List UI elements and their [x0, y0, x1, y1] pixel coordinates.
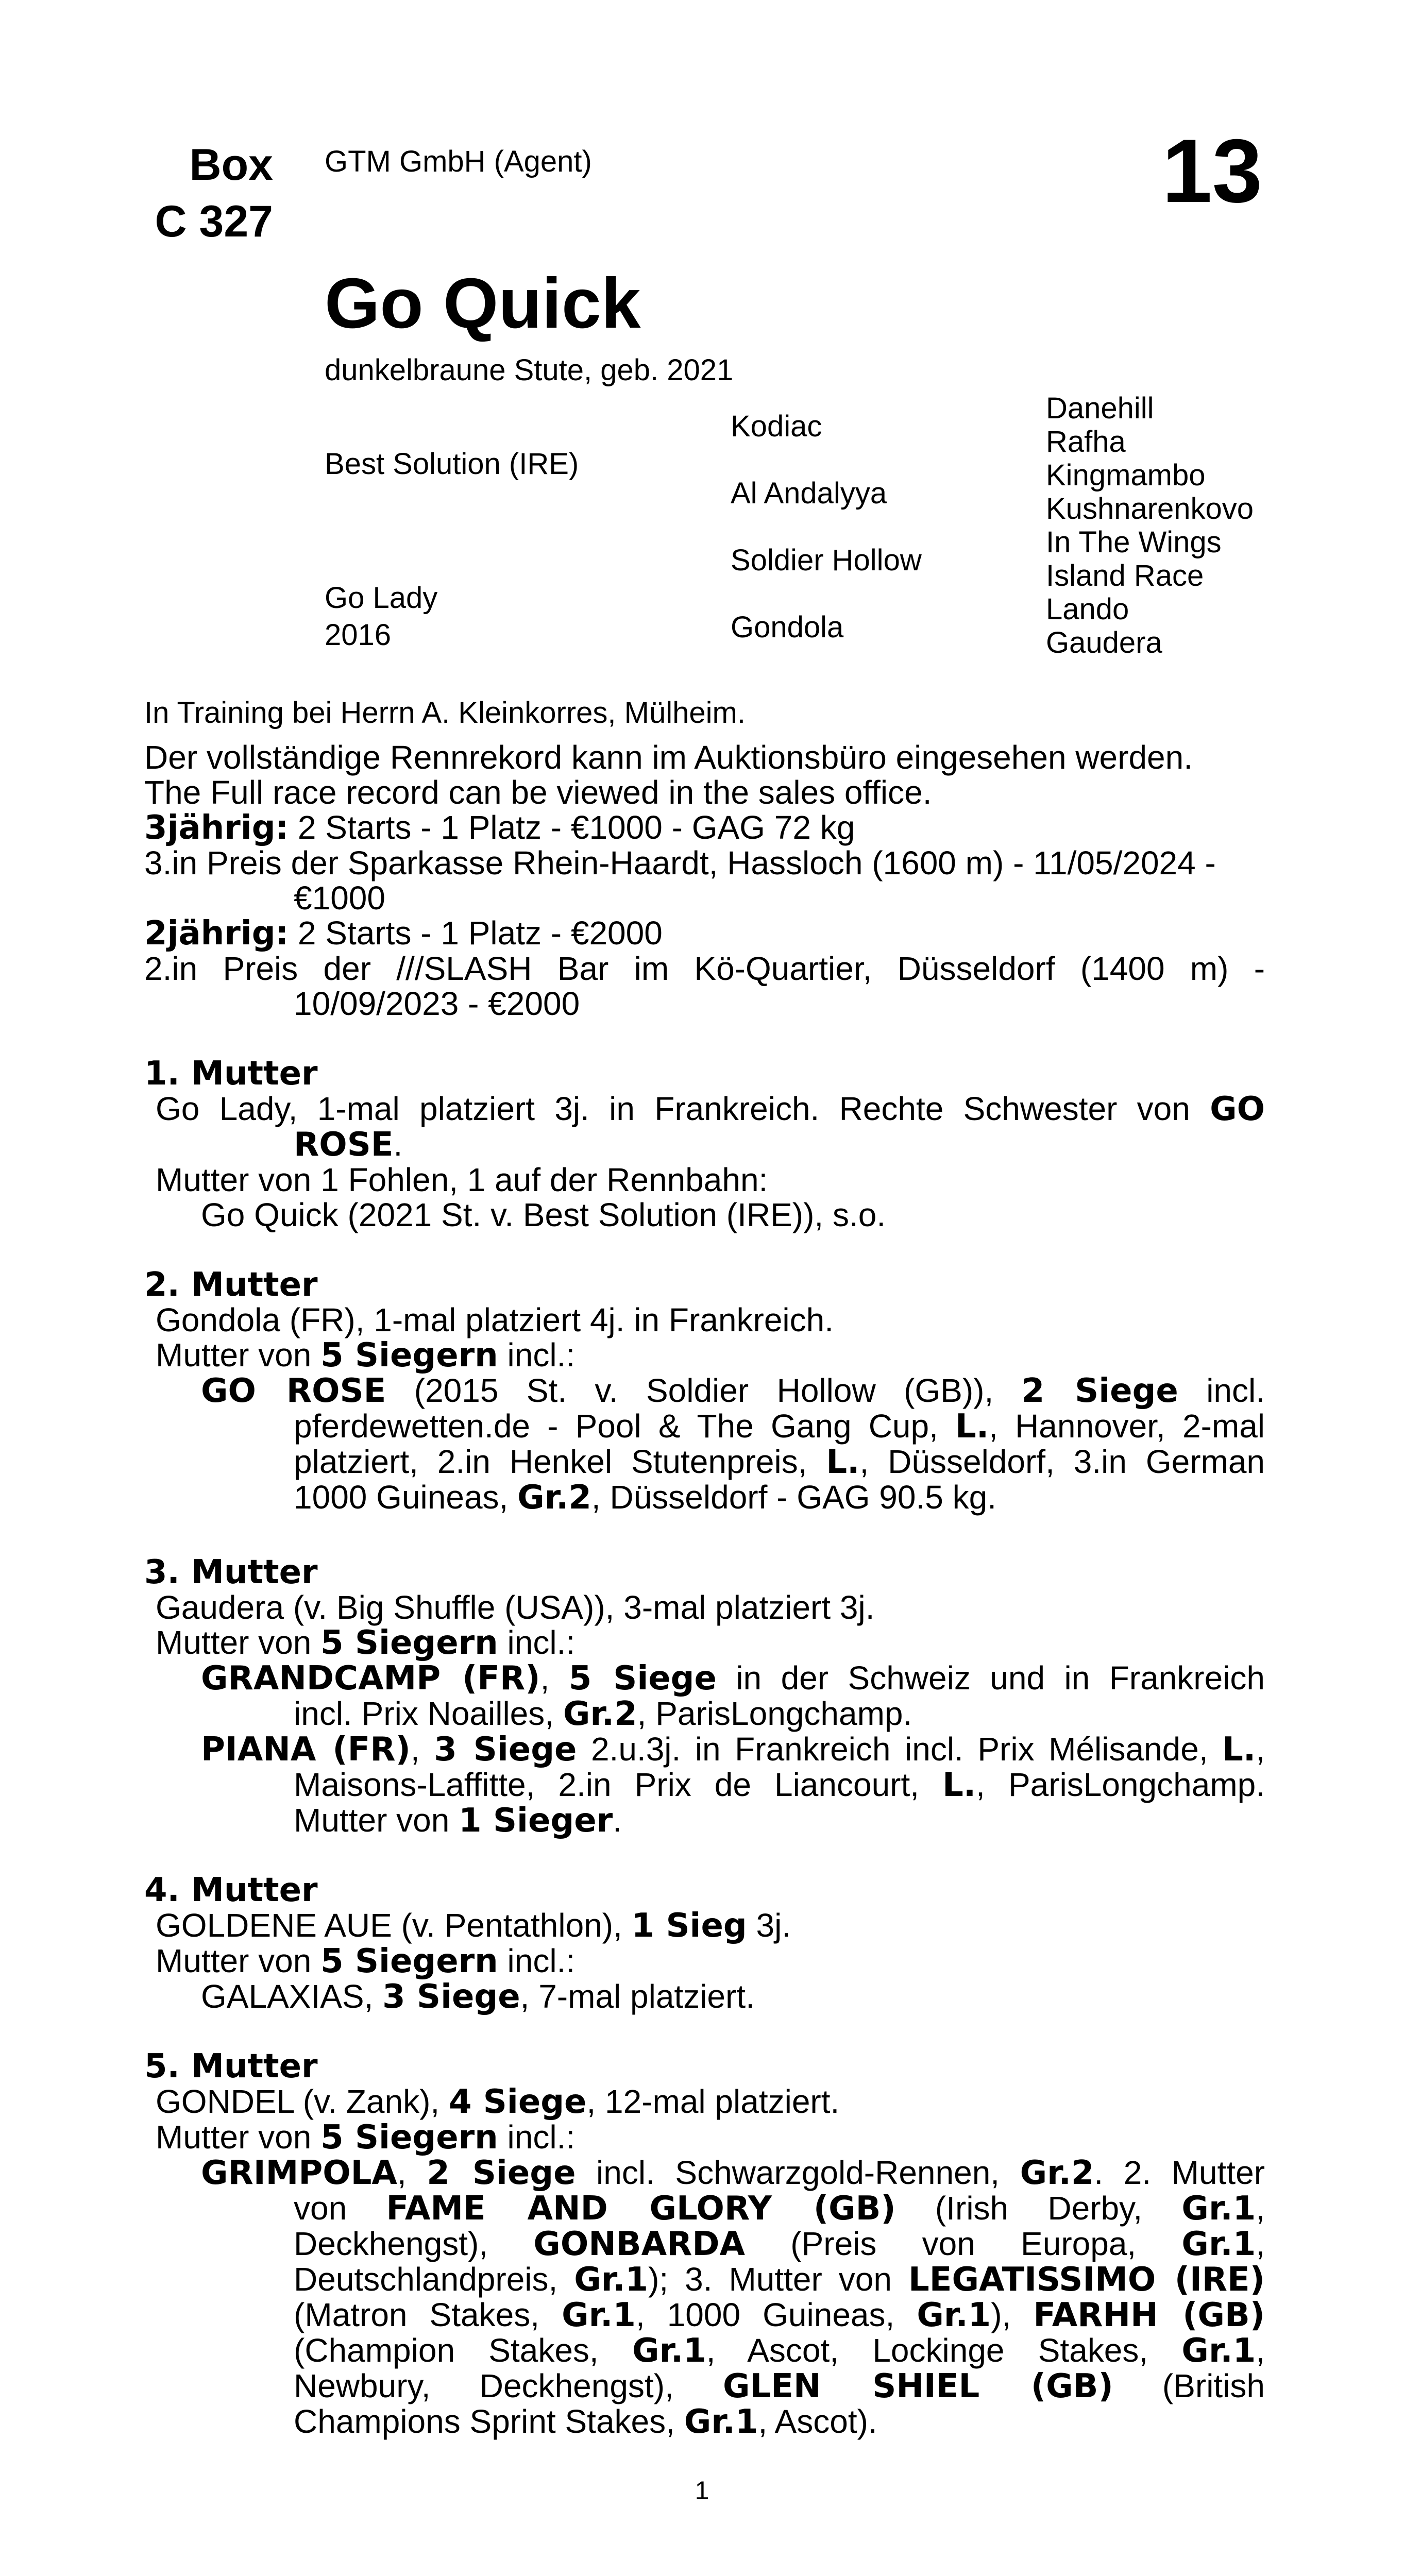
second-dam-text: Gondola (FR), 1-mal platziert 4j. in Frankreich.: [156, 1301, 834, 1338]
fifth-dam-produce-a: Mutter von: [156, 2119, 321, 2156]
offspring-text: ,: [397, 2154, 427, 2191]
box-label-line1: Box: [189, 140, 273, 190]
pedigree-ggp: Lando: [1046, 592, 1129, 626]
offspring-grade: Gr.1: [917, 2296, 991, 2334]
first-dam-heading: 1. Mutter: [144, 1055, 318, 1093]
record-2yo-result-cont: 10/09/2023 - €2000: [294, 985, 580, 1022]
third-dam-offspring-2-cont: [144, 1767, 1265, 1803]
fourth-dam-offspring-1: [144, 1979, 1265, 2014]
fifth-dam-text-a: GONDEL (v. Zank),: [156, 2083, 449, 2120]
second-dam-offspring-1-cont: [144, 1480, 1265, 1515]
offspring-text: , Ascot, Lockinge Stakes,: [706, 2332, 1182, 2369]
offspring-grade: L.: [1222, 1731, 1256, 1769]
fifth-dam-offspring-1-cont: [144, 2262, 1265, 2297]
box-number: [144, 137, 273, 250]
offspring-text: . 2. Mutter: [1094, 2154, 1265, 2191]
consignor: GTM GmbH (Agent): [325, 145, 592, 178]
offspring-grade: Gr.2: [563, 1695, 637, 1733]
second-dam-produce: [144, 1337, 1265, 1373]
offspring-text: ,: [1256, 2225, 1265, 2262]
second-dam-heading: 2. Mutter: [144, 1266, 318, 1304]
offspring-name: GALAXIAS,: [201, 1978, 383, 2015]
offspring-text: ,: [1256, 2190, 1265, 2227]
fifth-dam-produce-c: incl.:: [498, 2119, 576, 2156]
offspring-grade: L.: [826, 1443, 860, 1481]
third-dam-section: [144, 1555, 1265, 1838]
pedigree-granddam: Al Andalyya: [731, 477, 887, 510]
first-dam-text-a: Go Lady, 1-mal platziert 3j. in Frankreich. Rechte Schwester von: [156, 1090, 1210, 1127]
offspring-name: GRANDCAMP (FR): [201, 1659, 540, 1698]
offspring-wins: 2 Siege: [427, 2154, 576, 2192]
horse-name: Go Quick: [325, 264, 641, 343]
first-dam-sibling-b: ROSE: [294, 1126, 394, 1164]
offspring-grade: Gr.1: [1181, 2332, 1256, 2370]
offspring-text: ,: [410, 1731, 434, 1768]
fifth-dam-offspring-1: [144, 2155, 1265, 2191]
offspring-wins: 3 Siege: [382, 1978, 520, 2016]
offspring-text: incl. Prix Noailles,: [294, 1695, 563, 1732]
offspring-text: , ParisLongchamp.: [976, 1766, 1265, 1803]
offspring-grade: Gr.1: [684, 2403, 758, 2441]
fifth-dam-text: [144, 2084, 1265, 2120]
fifth-dam-offspring-1-cont: [144, 2333, 1265, 2368]
offspring-wins: 5 Siege: [568, 1659, 717, 1698]
fifth-dam-offspring-1-cont: [144, 2191, 1265, 2226]
offspring-wins: 1 Sieger: [459, 1802, 613, 1840]
fifth-dam-offspring-1-cont: [144, 2404, 1265, 2439]
fourth-dam-produce-a: Mutter von: [156, 1942, 321, 1979]
offspring-text: (Irish Derby,: [895, 2190, 1182, 2227]
offspring-text: Newbury, Deckhengst),: [294, 2367, 723, 2404]
fifth-dam-wins: 4 Siege: [448, 2083, 587, 2121]
pedigree-dam: Go Lady: [325, 581, 438, 615]
offspring-text: , Hannover, 2-mal: [989, 1408, 1265, 1445]
offspring-text: ),: [991, 2296, 1034, 2333]
offspring-text: , ParisLongchamp.: [637, 1695, 912, 1732]
offspring-text: Champions Sprint Stakes,: [294, 2403, 684, 2440]
fourth-dam-section: [144, 1873, 1265, 2014]
pedigree-dam-year: 2016: [325, 618, 392, 652]
fifth-dam-offspring-1-cont: [144, 2297, 1265, 2333]
fourth-dam-wins: 1 Sieg: [631, 1907, 747, 1945]
offspring-grade: Gr.1: [1181, 2190, 1256, 2228]
second-dam-produce-c: incl.:: [498, 1336, 576, 1374]
record-3yo: [144, 810, 1265, 845]
fifth-dam-offspring-1-cont: [144, 2368, 1265, 2404]
record-3yo-label: 3jährig:: [144, 809, 289, 847]
second-dam-produce-b: 5 Siegern: [320, 1336, 498, 1375]
third-dam-offspring-2-cont: [144, 1803, 1265, 1838]
offspring-text: von: [294, 2190, 386, 2227]
offspring-text: ,: [1256, 1731, 1265, 1768]
descendant-name: FAME AND GLORY (GB): [386, 2190, 896, 2228]
offspring-text: , Ascot).: [758, 2403, 877, 2440]
record-note-de: Der vollständige Rennrekord kann im Auktionsbüro eingesehen werden.: [144, 739, 1193, 776]
lot-number: 13: [1162, 121, 1262, 222]
horse-description: dunkelbraune Stute, geb. 2021: [325, 353, 734, 387]
offspring-grade: L.: [955, 1408, 989, 1446]
pedigree-ggp: Rafha: [1046, 425, 1126, 459]
fourth-dam-produce-b: 5 Siegern: [320, 1942, 498, 1980]
pedigree-great-grandparents: [1046, 392, 1254, 659]
offspring-text: .: [613, 1802, 622, 1839]
first-dam-offspring: Go Quick (2021 St. v. Best Solution (IRE)), s.o.: [201, 1196, 886, 1233]
offspring-wins: 2 Siege: [1021, 1372, 1178, 1410]
offspring-grade: Gr.1: [562, 2296, 636, 2334]
offspring-text: , Düsseldorf, 3.in German: [859, 1443, 1265, 1480]
offspring-text: (2015 St. v. Soldier Hollow (GB)),: [386, 1372, 1022, 1409]
offspring-grade: Gr.1: [1181, 2225, 1256, 2263]
third-dam-offspring-1: [144, 1660, 1265, 1696]
first-dam-text: [144, 1091, 1265, 1127]
third-dam-produce: [144, 1625, 1265, 1660]
offspring-text: ,: [540, 1659, 569, 1697]
record-2yo: [144, 916, 1265, 951]
third-dam-produce-a: Mutter von: [156, 1624, 321, 1661]
fourth-dam-produce: [144, 1943, 1265, 1979]
fifth-dam-offspring-1-cont: [144, 2226, 1265, 2262]
first-dam-produce: Mutter von 1 Fohlen, 1 auf der Rennbahn:: [156, 1161, 768, 1198]
fifth-dam-produce-b: 5 Siegern: [320, 2119, 498, 2157]
offspring-text: , Düsseldorf - GAG 90.5 kg.: [591, 1479, 996, 1516]
first-dam-section: [144, 1056, 1265, 1232]
fifth-dam-text-c: , 12-mal platziert.: [586, 2083, 840, 2120]
record-3yo-result: 3.in Preis der Sparkasse Rhein-Haardt, Hassloch (1600 m) - 11/05/2024 -: [144, 844, 1216, 882]
fourth-dam-text: [144, 1908, 1265, 1943]
offspring-text: Maisons-Laffitte, 2.in Prix de Liancourt,: [294, 1766, 943, 1803]
pedigree-ggp: Danehill: [1046, 392, 1154, 425]
box-label-line2: C 327: [155, 197, 273, 246]
third-dam-offspring-2: [144, 1732, 1265, 1767]
fifth-dam-section: [144, 2049, 1265, 2439]
second-dam-offspring-1: [144, 1373, 1265, 1409]
pedigree-sire: Best Solution (IRE): [325, 447, 579, 481]
pedigree-grandsire: Kodiac: [731, 410, 822, 443]
second-dam-section: [144, 1267, 1265, 1515]
pedigree-dam-dam: Gondola: [731, 611, 844, 644]
offspring-text: incl.: [1178, 1372, 1265, 1409]
fourth-dam-text-a: GOLDENE AUE (v. Pentathlon),: [156, 1907, 632, 1944]
race-record: [144, 740, 1265, 1021]
second-dam-produce-a: Mutter von: [156, 1336, 321, 1374]
offspring-text: Deckhengst),: [294, 2225, 534, 2262]
descendant-name: FARHH (GB): [1033, 2296, 1265, 2334]
fourth-dam-heading: 4. Mutter: [144, 1871, 318, 1909]
offspring-text: incl. Schwarzgold-Rennen,: [576, 2154, 1020, 2191]
descendant-name: GLEN SHIEL (GB): [722, 2367, 1113, 2405]
offspring-text: , 1000 Guineas,: [635, 2296, 917, 2333]
third-dam-offspring-1-cont: [144, 1696, 1265, 1732]
pedigree-ggp: In The Wings: [1046, 526, 1222, 559]
offspring-wins: 3 Siege: [434, 1731, 577, 1769]
record-2yo-stats: 2 Starts - 1 Platz - €2000: [289, 914, 663, 952]
fifth-dam-produce: [144, 2120, 1265, 2155]
second-dam-offspring-1-cont: [144, 1409, 1265, 1444]
third-dam-produce-c: incl.:: [498, 1624, 576, 1661]
offspring-text: (Champion Stakes,: [294, 2332, 632, 2369]
offspring-grade: Gr.2: [1020, 2154, 1094, 2192]
second-dam-offspring-1-cont: [144, 1444, 1265, 1480]
record-3yo-stats: 2 Starts - 1 Platz - €1000 - GAG 72 kg: [289, 809, 855, 846]
training-info: In Training bei Herrn A. Kleinkorres, Mülheim.: [144, 696, 746, 730]
first-dam-text-cont: [144, 1127, 1265, 1162]
offspring-text: Deutschlandpreis,: [294, 2261, 574, 2298]
first-dam-text-end: .: [393, 1126, 403, 1163]
offspring-text: (Matron Stakes,: [294, 2296, 562, 2333]
first-dam-sibling-a: GO: [1210, 1090, 1265, 1128]
offspring-text: 1000 Guineas,: [294, 1479, 518, 1516]
offspring-text: ,: [1256, 2332, 1265, 2369]
pedigree-ggp: Gaudera: [1046, 626, 1162, 659]
offspring-text: Mutter von: [294, 1802, 459, 1839]
fourth-dam-text-c: 3j.: [747, 1907, 791, 1944]
third-dam-text: Gaudera (v. Big Shuffle (USA)), 3-mal platziert 3j.: [156, 1589, 875, 1626]
offspring-name: PIANA (FR): [201, 1731, 411, 1769]
offspring-name: GO ROSE: [201, 1372, 386, 1410]
offspring-grade: L.: [942, 1766, 976, 1804]
offspring-text: pferdewetten.de - Pool & The Gang Cup,: [294, 1408, 956, 1445]
offspring-text: (British: [1113, 2367, 1265, 2404]
offspring-name: GRIMPOLA: [201, 2154, 397, 2192]
third-dam-heading: 3. Mutter: [144, 1553, 318, 1591]
offspring-text: in der Schweiz und in Frankreich: [716, 1659, 1265, 1697]
pedigree-ggp: Kingmambo: [1046, 459, 1206, 492]
record-note-en: The Full race record can be viewed in the sales office.: [144, 774, 932, 811]
offspring-text: platziert, 2.in Henkel Stutenpreis,: [294, 1443, 826, 1480]
offspring-grade: Gr.1: [632, 2332, 706, 2370]
offspring-grade: Gr.1: [574, 2261, 649, 2299]
third-dam-produce-b: 5 Siegern: [320, 1624, 498, 1662]
pedigree-dam-sire: Soldier Hollow: [731, 544, 922, 577]
offspring-text: ); 3. Mutter von: [648, 2261, 908, 2298]
record-2yo-result: 2.in Preis der ///SLASH Bar im Kö-Quartier, Düsseldorf (1400 m) -: [144, 950, 1265, 987]
descendant-name: LEGATISSIMO (IRE): [908, 2261, 1265, 2299]
fifth-dam-heading: 5. Mutter: [144, 2047, 318, 2086]
record-2yo-label: 2jährig:: [144, 914, 289, 953]
offspring-grade: Gr.2: [517, 1479, 591, 1517]
descendant-name: GONBARDA: [533, 2225, 746, 2263]
offspring-text: 2.u.3j. in Frankreich incl. Prix Mélisande,: [577, 1731, 1223, 1768]
offspring-text: , 7-mal platziert.: [520, 1978, 755, 2015]
record-3yo-result-cont: €1000: [294, 879, 385, 917]
pedigree-ggp: Kushnarenkovo: [1046, 492, 1254, 526]
offspring-text: (Preis von Europa,: [745, 2225, 1182, 2262]
fourth-dam-produce-c: incl.:: [498, 1942, 576, 1979]
page-number: 1: [695, 2476, 709, 2505]
pedigree-ggp: Island Race: [1046, 559, 1204, 592]
